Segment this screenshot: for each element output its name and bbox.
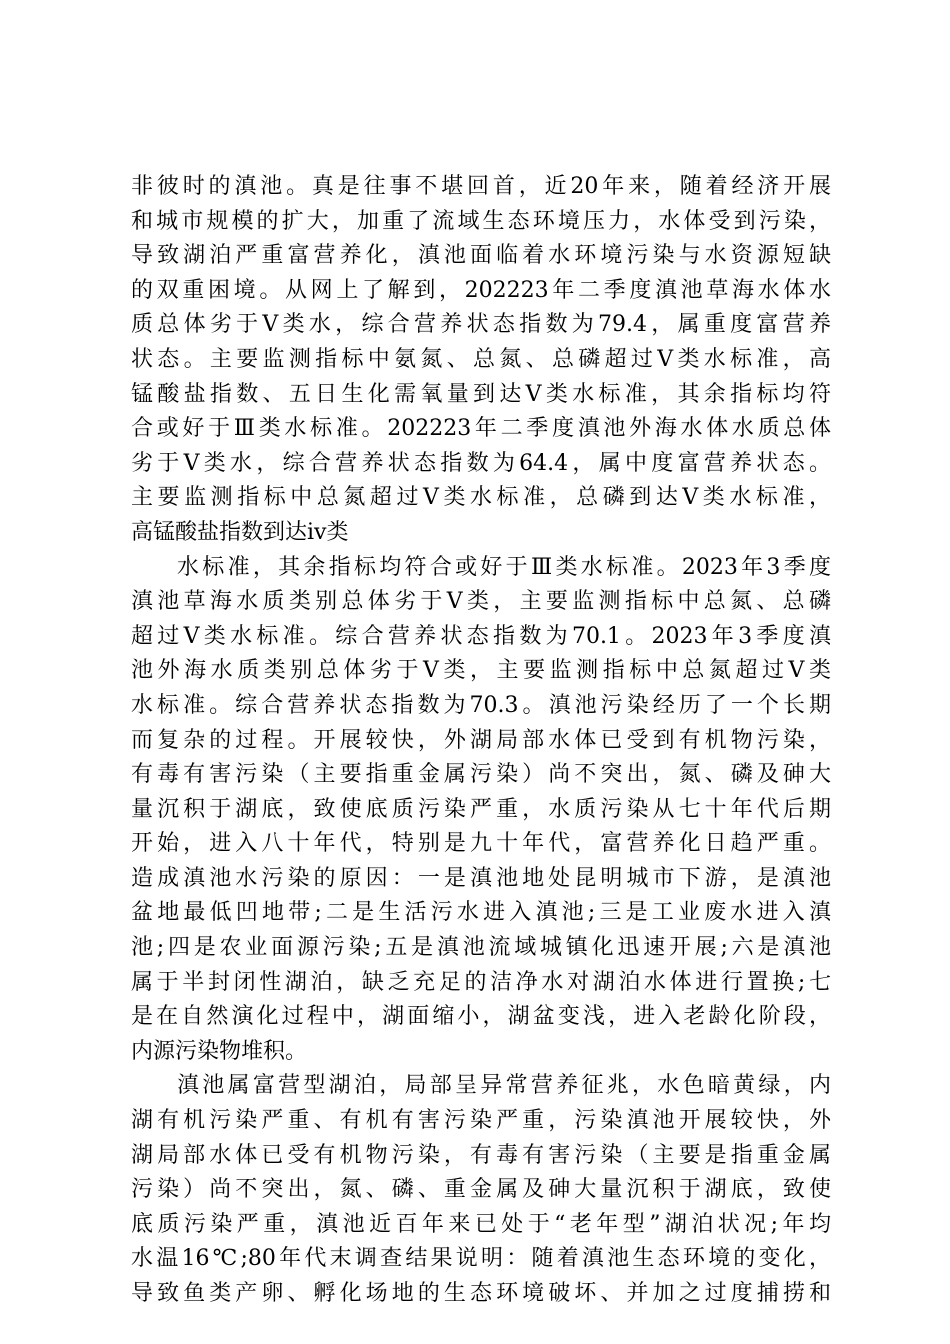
paragraph-1-line-1: 非彼时的滇池。真是往事不堪回首，近20年来，随着经济开展 <box>131 174 831 199</box>
paragraph-1-line-2: 和城市规模的扩大，加重了流域生态环境压力，水体受到污染， <box>131 208 831 234</box>
paragraph-3-line-6: 水温16℃;80年代末调查结果说明：随着滇池生态环境的变化， <box>131 1246 831 1272</box>
paragraph-2-line-1: 水标准，其余指标均符合或好于Ⅲ类水标准。2023年3季度 <box>177 554 831 580</box>
body-text <box>131 170 831 1312</box>
paragraph-2-line-10: 造成滇池水污染的原因：一是滇池地处昆明城市下游，是滇池 <box>131 865 831 891</box>
paragraph-2-line-5: 水标准。综合营养状态指数为70.3。滇池污染经历了一个长期 <box>131 692 831 718</box>
paragraph-2-line-11: 盆地最低凹地带;二是生活污水进入滇池;三是工业废水进入滇 <box>131 900 831 926</box>
paragraph-1-line-5: 质总体劣于Ⅴ类水，综合营养状态指数为79.4，属重度富营养 <box>131 312 831 338</box>
paragraph-3-line-2: 湖有机污染严重、有机有害污染严重，污染滇池开展较快，外 <box>131 1108 831 1134</box>
paragraph-1-line-3: 导致湖泊严重富营养化，滇池面临着水环境污染与水资源短缺 <box>131 243 831 269</box>
paragraph-2-line-14: 是在自然演化过程中，湖面缩小，湖盆变浅，进入老龄化阶段， <box>131 1004 831 1030</box>
paragraph-1-line-4: 的双重困境。从网上了解到，202223年二季度滇池草海水体水 <box>131 277 831 303</box>
paragraph-3-line-7: 导致鱼类产卵、孵化场地的生态环境破坏、并加之过度捕捞和 <box>131 1281 831 1306</box>
paragraph-1-line-7: 锰酸盐指数、五日生化需氧量到达Ⅴ类水标准，其余指标均符 <box>131 381 831 407</box>
paragraph-1-line-8: 合或好于Ⅲ类水标准。202223年二季度滇池外海水体水质总体 <box>131 416 831 442</box>
paragraph-1-line-11: 高锰酸盐指数到达ⅳ类 <box>131 519 349 545</box>
paragraph-3-line-3: 湖局部水体已受有机物污染，有毒有害污染（主要是指重金属 <box>131 1142 831 1168</box>
paragraph-3-line-1: 滇池属富营型湖泊，局部呈异常营养征兆，水色暗黄绿，内 <box>177 1073 831 1099</box>
paragraph-2-line-8: 量沉积于湖底，致使底质污染严重，水质污染从七十年代后期 <box>131 796 831 822</box>
paragraph-1-line-6: 状态。主要监测指标中氨氮、总氮、总磷超过Ⅴ类水标准，高 <box>131 346 831 372</box>
paragraph-2-line-2: 滇池草海水质类别总体劣于Ⅴ类，主要监测指标中总氮、总磷 <box>131 589 831 615</box>
paragraph-2-line-7: 有毒有害污染（主要指重金属污染）尚不突出，氮、磷及砷大 <box>131 762 831 788</box>
paragraph-1-line-10: 主要监测指标中总氮超过Ⅴ类水标准，总磷到达Ⅴ类水标准， <box>131 485 831 511</box>
paragraph-3-line-5: 底质污染严重，滇池近百年来已处于“老年型”湖泊状况;年均 <box>131 1211 831 1237</box>
paragraph-2-line-3: 超过Ⅴ类水标准。综合营养状态指数为70.1。2023年3季度滇 <box>131 623 831 649</box>
paragraph-2-line-9: 开始，进入八十年代，特别是九十年代，富营养化日趋严重。 <box>131 831 831 857</box>
paragraph-2-line-4: 池外海水质类别总体劣于Ⅴ类，主要监测指标中总氮超过Ⅴ类 <box>131 658 831 684</box>
paragraph-2-line-12: 池;四是农业面源污染;五是滇池流域城镇化迅速开展;六是滇池 <box>131 935 831 961</box>
paragraph-2-line-13: 属于半封闭性湖泊，缺乏充足的洁净水对湖泊水体进行置换;七 <box>131 969 831 995</box>
paragraph-3-line-4: 污染）尚不突出，氮、磷、重金属及砷大量沉积于湖底，致使 <box>131 1177 831 1203</box>
paragraph-2-line-6: 而复杂的过程。开展较快，外湖局部水体已受到有机物污染， <box>131 727 831 753</box>
paragraph-2-line-15: 内源污染物堆积。 <box>131 1038 308 1064</box>
paragraph-1-line-9: 劣于Ⅴ类水，综合营养状态指数为64.4，属中度富营养状态。 <box>131 450 831 476</box>
